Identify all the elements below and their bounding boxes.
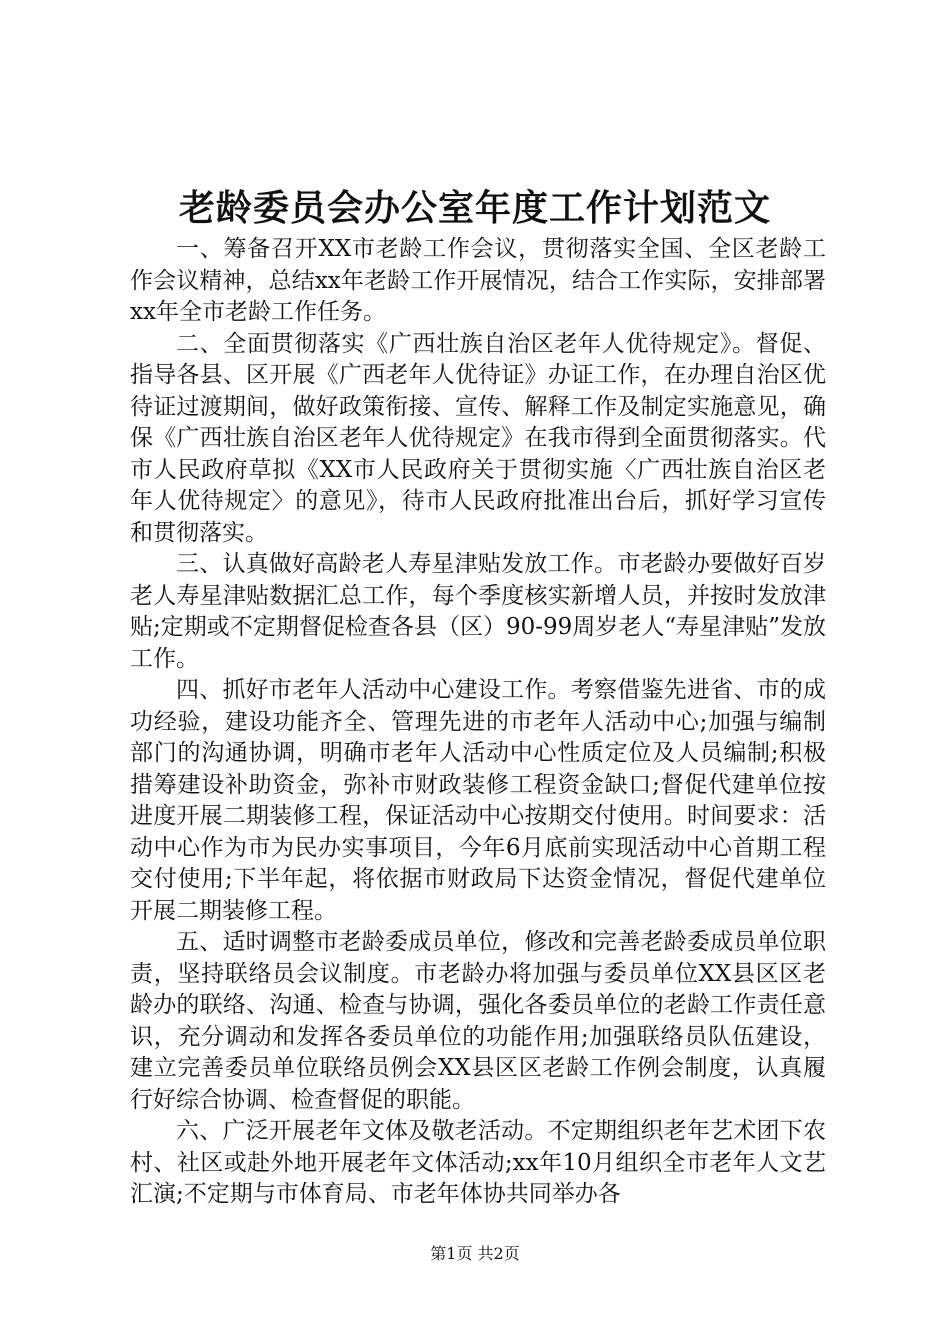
paragraph-3: 三、认真做好高龄老人寿星津贴发放工作。市老龄办要做好百岁老人寿星津贴数据汇总工作，每个季度核实新增人员，并按时发放津贴;定期或不定期督促检查各县（区）90-99周岁老人“寿星津贴”发放工作。 bbox=[130, 551, 826, 672]
document-title: 老龄委员会办公室年度工作计划范文 bbox=[178, 187, 771, 229]
paragraph-2: 二、全面贯彻落实《广西壮族自治区老年人优待规定》。督促、指导各县、区开展《广西老年人优待证》办证工作，在办理自治区优待证过渡期间，做好政策衔接、宣传、解释工作及制定实施意见，确保《广西壮族自治区老年人优待规定》在我市得到全面贯彻落实。代市人民政府草拟《XX市人民政府关于贯彻实施〈广西壮族自治区老年人优待规定〉的意见》，待市人民政府批准出台后，抓好学习宣传和贯彻落实。 bbox=[130, 330, 826, 546]
page-number-footer: 第1页 共2页 bbox=[430, 1244, 520, 1263]
paragraph-4: 四、抓好市老年人活动中心建设工作。考察借鉴先进省、市的成功经验，建设功能齐全、管理先进的市老年人活动中心;加强与编制部门的沟通协调，明确市老年人活动中心性质定位及人员编制;积极措筹建设补助资金，弥补市财政装修工程资金缺口;督促代建单位按进度开展二期装修工程，保证活动中心按期交付使用。时间要求：活动中心作为市为民办实事项目，今年6月底前实现活动中心首期工程交付使用;下半年起，将依据市财政局下达资金情况，督促代建单位开展二期装修工程。 bbox=[130, 677, 826, 924]
paragraph-1: 一、筹备召开XX市老龄工作会议，贯彻落实全国、全区老龄工作会议精神，总结xx年老龄工作开展情况，结合工作实际，安排部署xx年全市老龄工作任务。 bbox=[130, 236, 826, 325]
paragraph-6: 六、广泛开展老年文体及敬老活动。不定期组织老年艺术团下农村、社区或赴外地开展老年文体活动;xx年10月组织全市老年人文艺汇演;不定期与市体育局、市老年体协共同举办各 bbox=[130, 1118, 826, 1207]
paragraph-5: 五、适时调整市老龄委成员单位，修改和完善老龄委成员单位职责，坚持联络员会议制度。市老龄办将加强与委员单位XX县区区老龄办的联络、沟通、检查与协调，强化各委员单位的老龄工作责任意识，充分调动和发挥各委员单位的功能作用;加强联络员队伍建设，建立完善委员单位联络员例会XX县区区老龄工作例会制度，认真履行好综合协调、检查督促的职能。 bbox=[130, 929, 826, 1113]
document-body bbox=[130, 234, 826, 1211]
